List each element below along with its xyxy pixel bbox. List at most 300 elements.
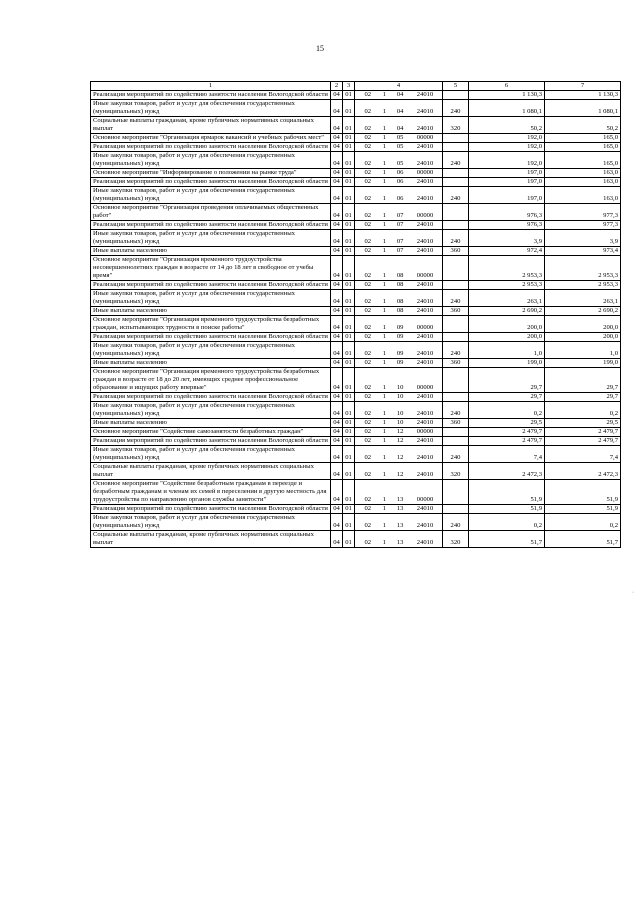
row-amount-year2: 29,7 [545, 393, 621, 402]
program-code-part: 02 [364, 169, 372, 176]
row-program-code [355, 178, 443, 187]
row-subsection-code: 01 [343, 290, 355, 307]
row-subsection-code: 01 [343, 402, 355, 419]
row-amount-year1: 263,1 [469, 290, 545, 307]
program-code-part: 24010 [416, 359, 434, 366]
row-section-code: 04 [331, 437, 343, 446]
row-program-code [355, 342, 443, 359]
program-code-part: 02 [364, 298, 372, 305]
row-amount-year2: 2 479,7 [545, 428, 621, 437]
program-code-part: 24010 [416, 281, 434, 288]
table-row [91, 342, 621, 359]
program-code-part: 02 [364, 178, 372, 185]
program-code-part: 02 [364, 539, 372, 546]
row-amount-year1: 51,9 [469, 505, 545, 514]
program-code-part: 02 [364, 471, 372, 478]
row-amount-year2: 977,3 [545, 204, 621, 221]
program-code-part: 1 [382, 359, 387, 366]
program-code-part: 02 [364, 134, 372, 141]
program-code-part: 02 [364, 522, 372, 529]
row-subsection-code: 01 [343, 117, 355, 134]
row-section-code: 04 [331, 480, 343, 505]
program-code-part: 1 [382, 393, 387, 400]
page-number: 15 [316, 44, 324, 53]
row-expense-type: 360 [443, 247, 469, 256]
program-code-part: 12 [396, 428, 404, 435]
program-code-part: 1 [382, 169, 387, 176]
row-name: Основное мероприятие "Содействие безработным гражданам в переезде и безработным гражданам и членам их семей в переселении в другую местность для трудоустройства по направлению органов службы занятости" [91, 480, 331, 505]
table-row [91, 437, 621, 446]
row-program-code [355, 204, 443, 221]
column-header: 5 [443, 82, 469, 91]
program-code-part: 1 [382, 410, 387, 417]
row-expense-type: 240 [443, 187, 469, 204]
row-section-code: 04 [331, 256, 343, 281]
row-amount-year1: 29,7 [469, 393, 545, 402]
program-code-part: 02 [364, 272, 372, 279]
row-subsection-code: 01 [343, 230, 355, 247]
table-row [91, 221, 621, 230]
program-code-part: 24010 [416, 333, 434, 340]
program-code-part: 12 [396, 471, 404, 478]
program-code-part: 13 [396, 539, 404, 546]
table-row [91, 143, 621, 152]
row-section-code: 04 [331, 307, 343, 316]
program-code-part: 00000 [416, 169, 434, 176]
program-code-part: 1 [382, 281, 387, 288]
row-name: Иные закупки товаров, работ и услуг для обеспечения государственных (муниципальных) нужд [91, 342, 331, 359]
row-amount-year1: 1 080,1 [469, 100, 545, 117]
row-amount-year2: 0,2 [545, 402, 621, 419]
table-row [91, 480, 621, 505]
column-header: 7 [545, 82, 621, 91]
row-amount-year1: 2 690,2 [469, 307, 545, 316]
row-subsection-code: 01 [343, 100, 355, 117]
row-expense-type: 240 [443, 514, 469, 531]
program-code-part: 1 [382, 522, 387, 529]
program-code-part: 1 [382, 471, 387, 478]
row-amount-year1: 0,2 [469, 514, 545, 531]
program-code-part: 06 [396, 195, 404, 202]
row-amount-year1: 1 130,3 [469, 91, 545, 100]
program-code-part: 00000 [416, 384, 434, 391]
program-code-part: 07 [396, 221, 404, 228]
program-code-part: 24010 [416, 221, 434, 228]
row-section-code: 04 [331, 368, 343, 393]
table-row [91, 281, 621, 290]
row-program-code [355, 463, 443, 480]
row-subsection-code: 01 [343, 428, 355, 437]
row-expense-type: 360 [443, 419, 469, 428]
row-section-code: 04 [331, 316, 343, 333]
row-subsection-code: 01 [343, 393, 355, 402]
program-code-part: 1 [382, 496, 387, 503]
row-amount-year1: 199,0 [469, 359, 545, 368]
table-row [91, 428, 621, 437]
row-program-code [355, 359, 443, 368]
row-expense-type [443, 204, 469, 221]
row-section-code: 04 [331, 187, 343, 204]
row-program-code [355, 505, 443, 514]
table-row [91, 290, 621, 307]
row-amount-year2: 51,7 [545, 531, 621, 548]
row-name: Иные закупки товаров, работ и услуг для обеспечения государственных (муниципальных) нужд [91, 152, 331, 169]
row-section-code: 04 [331, 514, 343, 531]
row-subsection-code: 01 [343, 531, 355, 548]
program-code-part: 1 [382, 160, 387, 167]
program-code-part: 02 [364, 125, 372, 132]
row-subsection-code: 01 [343, 359, 355, 368]
program-code-part: 02 [364, 247, 372, 254]
row-subsection-code: 01 [343, 437, 355, 446]
row-program-code [355, 152, 443, 169]
row-amount-year2: 199,0 [545, 359, 621, 368]
program-code-part: 24010 [416, 454, 434, 461]
row-expense-type: 240 [443, 342, 469, 359]
column-header: 1 [91, 82, 331, 91]
column-header: 4 [355, 82, 443, 91]
row-section-code: 04 [331, 531, 343, 548]
row-amount-year2: 7,4 [545, 446, 621, 463]
row-program-code [355, 230, 443, 247]
table-row [91, 204, 621, 221]
row-name: Основное мероприятие "Организация ярмарок вакансий и учебных рабочих мест" [91, 134, 331, 143]
row-amount-year2: 0,2 [545, 514, 621, 531]
row-amount-year2: 165,0 [545, 143, 621, 152]
row-expense-type: 320 [443, 117, 469, 134]
row-expense-type [443, 178, 469, 187]
program-code-part: 24010 [416, 419, 434, 426]
row-subsection-code: 01 [343, 281, 355, 290]
row-name: Основное мероприятие "Организация временного трудоустройства безработных граждан, испытывающих трудности в поиске работы" [91, 316, 331, 333]
row-name: Реализация мероприятий по содействию занятости населения Вологодской области [91, 91, 331, 100]
row-amount-year2: 165,0 [545, 134, 621, 143]
program-code-part: 24010 [416, 471, 434, 478]
program-code-part: 05 [396, 143, 404, 150]
row-program-code [355, 393, 443, 402]
program-code-part: 02 [364, 496, 372, 503]
row-amount-year2: 200,0 [545, 333, 621, 342]
row-expense-type: 320 [443, 531, 469, 548]
row-name: Основное мероприятие "Организация проведения оплачиваемых общественных работ" [91, 204, 331, 221]
row-name: Реализация мероприятий по содействию занятости населения Вологодской области [91, 281, 331, 290]
program-code-part: 24010 [416, 108, 434, 115]
row-expense-type [443, 281, 469, 290]
row-amount-year2: 1,0 [545, 342, 621, 359]
table-row [91, 446, 621, 463]
row-section-code: 04 [331, 221, 343, 230]
row-subsection-code: 01 [343, 178, 355, 187]
row-expense-type [443, 505, 469, 514]
table-row [91, 393, 621, 402]
row-amount-year1: 0,2 [469, 402, 545, 419]
row-name: Реализация мероприятий по содействию занятости населения Вологодской области [91, 178, 331, 187]
row-expense-type [443, 333, 469, 342]
row-program-code [355, 221, 443, 230]
program-code-part: 1 [382, 428, 387, 435]
row-program-code [355, 333, 443, 342]
program-code-part: 24010 [416, 238, 434, 245]
row-expense-type: 240 [443, 402, 469, 419]
row-amount-year1: 200,0 [469, 333, 545, 342]
row-subsection-code: 01 [343, 134, 355, 143]
row-expense-type: 360 [443, 359, 469, 368]
row-expense-type: 360 [443, 307, 469, 316]
row-subsection-code: 01 [343, 342, 355, 359]
row-amount-year2: 1 130,3 [545, 91, 621, 100]
program-code-part: 10 [396, 410, 404, 417]
row-subsection-code: 01 [343, 169, 355, 178]
row-expense-type [443, 437, 469, 446]
row-subsection-code: 01 [343, 256, 355, 281]
program-code-part: 24010 [416, 437, 434, 444]
table-row [91, 402, 621, 419]
program-code-part: 1 [382, 505, 387, 512]
program-code-part: 24010 [416, 393, 434, 400]
program-code-part: 02 [364, 428, 372, 435]
row-amount-year2: 2 479,7 [545, 437, 621, 446]
row-subsection-code: 01 [343, 463, 355, 480]
row-program-code [355, 100, 443, 117]
table-row [91, 152, 621, 169]
row-section-code: 04 [331, 178, 343, 187]
row-section-code: 04 [331, 359, 343, 368]
program-code-part: 1 [382, 247, 387, 254]
program-code-part: 07 [396, 238, 404, 245]
table-row [91, 419, 621, 428]
program-code-part: 1 [382, 212, 387, 219]
row-expense-type: 240 [443, 230, 469, 247]
row-subsection-code: 01 [343, 316, 355, 333]
program-code-part: 24010 [416, 143, 434, 150]
row-expense-type: 240 [443, 100, 469, 117]
row-expense-type [443, 169, 469, 178]
program-code-part: 02 [364, 410, 372, 417]
program-code-part: 02 [364, 143, 372, 150]
program-code-part: 02 [364, 359, 372, 366]
row-amount-year2: 50,2 [545, 117, 621, 134]
table-row [91, 256, 621, 281]
table-row [91, 117, 621, 134]
row-name: Реализация мероприятий по содействию занятости населения Вологодской области [91, 333, 331, 342]
program-code-part: 02 [364, 454, 372, 461]
row-program-code [355, 531, 443, 548]
program-code-part: 00000 [416, 324, 434, 331]
program-code-part: 1 [382, 134, 387, 141]
row-name: Социальные выплаты гражданам, кроме публичных нормативных социальных выплат [91, 463, 331, 480]
program-code-part: 09 [396, 333, 404, 340]
row-program-code [355, 256, 443, 281]
row-amount-year2: 2 472,3 [545, 463, 621, 480]
row-name: Иные закупки товаров, работ и услуг для обеспечения государственных (муниципальных) нужд [91, 446, 331, 463]
row-section-code: 04 [331, 446, 343, 463]
row-amount-year1: 197,0 [469, 187, 545, 204]
table-row [91, 100, 621, 117]
row-amount-year1: 200,0 [469, 316, 545, 333]
program-code-part: 24010 [416, 125, 434, 132]
program-code-part: 13 [396, 505, 404, 512]
program-code-part: 24010 [416, 539, 434, 546]
row-subsection-code: 01 [343, 480, 355, 505]
row-amount-year1: 1,0 [469, 342, 545, 359]
row-amount-year1: 3,9 [469, 230, 545, 247]
row-expense-type [443, 480, 469, 505]
row-section-code: 04 [331, 333, 343, 342]
column-header: 2 [331, 82, 343, 91]
row-program-code [355, 134, 443, 143]
row-program-code [355, 428, 443, 437]
row-section-code: 04 [331, 393, 343, 402]
program-code-part: 1 [382, 419, 387, 426]
row-amount-year1: 2 472,3 [469, 463, 545, 480]
row-program-code [355, 419, 443, 428]
row-program-code [355, 402, 443, 419]
table-row [91, 333, 621, 342]
program-code-part: 1 [382, 437, 387, 444]
program-code-part: 24010 [416, 410, 434, 417]
row-section-code: 04 [331, 100, 343, 117]
program-code-part: 24010 [416, 91, 434, 98]
program-code-part: 07 [396, 212, 404, 219]
program-code-part: 24010 [416, 160, 434, 167]
row-name: Иные закупки товаров, работ и услуг для обеспечения государственных (муниципальных) нужд [91, 514, 331, 531]
program-code-part: 06 [396, 169, 404, 176]
program-code-part: 24010 [416, 247, 434, 254]
row-program-code [355, 169, 443, 178]
row-program-code [355, 316, 443, 333]
row-name: Социальные выплаты гражданам, кроме публичных нормативных социальных выплат [91, 117, 331, 134]
program-code-part: 24010 [416, 298, 434, 305]
row-name: Основное мероприятие "Содействие самозанятости безработных граждан" [91, 428, 331, 437]
row-amount-year1: 976,3 [469, 204, 545, 221]
row-section-code: 04 [331, 169, 343, 178]
program-code-part: 12 [396, 454, 404, 461]
row-amount-year1: 51,7 [469, 531, 545, 548]
table-body [91, 91, 621, 548]
program-code-part: 1 [382, 350, 387, 357]
row-amount-year1: 2 953,3 [469, 256, 545, 281]
program-code-part: 02 [364, 108, 372, 115]
row-section-code: 04 [331, 134, 343, 143]
program-code-part: 1 [382, 454, 387, 461]
program-code-part: 02 [364, 437, 372, 444]
row-amount-year2: 51,9 [545, 505, 621, 514]
row-name: Реализация мероприятий по содействию занятости населения Вологодской области [91, 143, 331, 152]
program-code-part: 1 [382, 539, 387, 546]
row-section-code: 04 [331, 143, 343, 152]
row-program-code [355, 480, 443, 505]
row-subsection-code: 01 [343, 419, 355, 428]
row-expense-type: 240 [443, 290, 469, 307]
row-amount-year1: 192,0 [469, 152, 545, 169]
program-code-part: 24010 [416, 307, 434, 314]
program-code-part: 02 [364, 160, 372, 167]
program-code-part: 1 [382, 298, 387, 305]
program-code-part: 02 [364, 324, 372, 331]
budget-table [90, 81, 621, 548]
row-amount-year2: 163,0 [545, 178, 621, 187]
row-expense-type [443, 368, 469, 393]
row-name: Основное мероприятие "Организация временного трудоустройства несовершеннолетних граждан в возрасте от 14 до 18 лет в свободное от учебы время" [91, 256, 331, 281]
row-program-code [355, 187, 443, 204]
row-expense-type [443, 393, 469, 402]
row-amount-year2: 3,9 [545, 230, 621, 247]
program-code-part: 02 [364, 221, 372, 228]
table-row [91, 169, 621, 178]
program-code-part: 24010 [416, 178, 434, 185]
row-amount-year2: 2 953,3 [545, 256, 621, 281]
row-amount-year1: 972,4 [469, 247, 545, 256]
program-code-part: 05 [396, 160, 404, 167]
row-amount-year1: 50,2 [469, 117, 545, 134]
row-amount-year2: 200,0 [545, 316, 621, 333]
program-code-part: 08 [396, 281, 404, 288]
row-name: Реализация мероприятий по содействию занятости населения Вологодской области [91, 393, 331, 402]
row-expense-type: 320 [443, 463, 469, 480]
program-code-part: 02 [364, 238, 372, 245]
row-amount-year2: 263,1 [545, 290, 621, 307]
program-code-part: 13 [396, 496, 404, 503]
program-code-part: 08 [396, 272, 404, 279]
row-expense-type [443, 143, 469, 152]
column-header: 6 [469, 82, 545, 91]
program-code-part: 1 [382, 195, 387, 202]
row-subsection-code: 01 [343, 307, 355, 316]
row-expense-type [443, 428, 469, 437]
row-program-code [355, 307, 443, 316]
row-amount-year2: 29,5 [545, 419, 621, 428]
program-code-part: 1 [382, 333, 387, 340]
table-row [91, 514, 621, 531]
table-row [91, 230, 621, 247]
program-code-part: 10 [396, 393, 404, 400]
row-program-code [355, 446, 443, 463]
row-amount-year1: 7,4 [469, 446, 545, 463]
row-program-code [355, 281, 443, 290]
row-name: Иные закупки товаров, работ и услуг для обеспечения государственных (муниципальных) нужд [91, 187, 331, 204]
program-code-part: 1 [382, 307, 387, 314]
row-section-code: 04 [331, 204, 343, 221]
row-program-code [355, 117, 443, 134]
row-expense-type [443, 256, 469, 281]
program-code-part: 09 [396, 359, 404, 366]
table-row [91, 316, 621, 333]
row-amount-year2: 2 690,2 [545, 307, 621, 316]
program-code-part: 00000 [416, 496, 434, 503]
row-subsection-code: 01 [343, 187, 355, 204]
row-amount-year1: 192,0 [469, 143, 545, 152]
row-amount-year2: 977,3 [545, 221, 621, 230]
table-row [91, 178, 621, 187]
row-section-code: 04 [331, 152, 343, 169]
program-code-part: 04 [396, 108, 404, 115]
row-name: Реализация мероприятий по содействию занятости населения Вологодской области [91, 221, 331, 230]
row-amount-year2: 163,0 [545, 187, 621, 204]
row-program-code [355, 91, 443, 100]
program-code-part: 1 [382, 125, 387, 132]
row-subsection-code: 01 [343, 91, 355, 100]
program-code-part: 02 [364, 350, 372, 357]
program-code-part: 09 [396, 350, 404, 357]
row-program-code [355, 514, 443, 531]
row-name: Иные выплаты населению [91, 419, 331, 428]
row-amount-year1: 197,0 [469, 169, 545, 178]
row-section-code: 04 [331, 290, 343, 307]
row-section-code: 04 [331, 281, 343, 290]
program-code-part: 02 [364, 505, 372, 512]
program-code-part: 00000 [416, 272, 434, 279]
row-amount-year2: 1 080,1 [545, 100, 621, 117]
